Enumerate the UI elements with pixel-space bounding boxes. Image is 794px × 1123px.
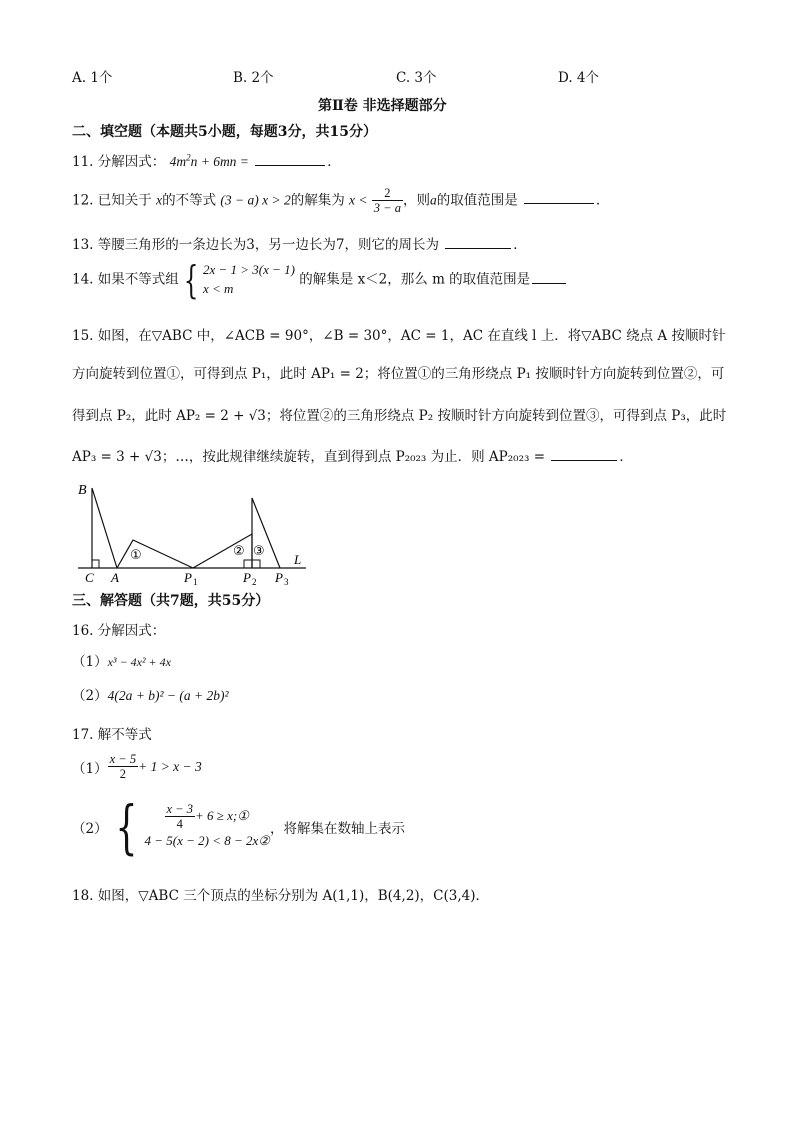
question-15-line4: AP₃ = 3 + √3；…，按此规律继续旋转，直到得到点 P₂₀₂₃ 为止．则 AP₂₀₂₃ = ．	[72, 449, 633, 465]
question-15-line2: 方向旋转到位置①，可得到点 P₁，此时 AP₁ = 2；将位置①的三角形绕点 P₁ 按顺时针方向旋转到位置②，可	[72, 366, 725, 382]
question-11: 11. 分解因式： $4m^2n + 6mn$ = ．	[72, 152, 341, 170]
question-13: 13. 等腰三角形的一条边长为3，另一边长为7，则它的周长为 ．	[72, 237, 527, 253]
answer-heading: 三、解答题（共7题，共55分）	[72, 593, 270, 609]
label-p2: P	[243, 570, 251, 585]
label-p1: P	[184, 570, 192, 585]
position-2-marker: ②	[233, 544, 245, 559]
label-a: A	[111, 570, 119, 585]
option-c: C. 3个	[396, 70, 437, 86]
fill-heading: 二、填空题（本题共5小题，每题3分，共15分）	[72, 124, 377, 140]
answer-blank[interactable]	[445, 236, 511, 249]
option-d: D. 4个	[558, 70, 600, 86]
label-l: L	[294, 552, 302, 567]
question-15-line3: 得到点 P₂，此时 AP₂ = 2 + √3；将位置②的三角形绕点 P₂ 按顺时针方向旋转到位置③，可得到点 P₃，此时	[72, 408, 727, 424]
question-17: 17. 解不等式	[72, 727, 152, 743]
question-15-line1: 15. 如图，在▽ABC 中，∠ACB = 90°，∠B = 30°，AC = 1，AC 在直线 l 上．将▽ABC 绕点 A 按顺时针	[72, 328, 726, 344]
label-c: C	[85, 570, 94, 585]
label-p2-sub: 2	[252, 577, 257, 587]
answer-blank[interactable]	[532, 271, 566, 284]
position-1-marker: ①	[130, 548, 142, 563]
position-3-marker: ③	[253, 544, 265, 559]
answer-blank[interactable]	[255, 153, 325, 166]
section-title: 第Ⅱ卷 非选择题部分	[318, 98, 447, 114]
question-14: 14. 如果不等式组 { 2x − 1 > 3(x − 1) x < m 的解集是 x＜2，那么 m 的取值范围是	[72, 261, 568, 299]
label-p1-sub: 1	[193, 577, 198, 587]
question-17-part1: （1） $\frac{x - 5}{2}$ + 1 > x − 3	[72, 752, 202, 782]
question-16-part1: （1）x³ − 4x² + 4x	[72, 654, 171, 670]
answer-blank[interactable]	[551, 448, 617, 461]
rotation-figure	[70, 478, 320, 588]
question-12: 12. 已知关于 x的不等式 (3 − a) x > 2的解集为 x < $\frac{2}{3 - a}$ ，则a的取值范围是 ．	[72, 186, 610, 216]
label-p3: P	[275, 570, 283, 585]
label-p3-sub: 3	[284, 577, 289, 587]
question-16: 16. 分解因式：	[72, 623, 166, 639]
option-b: B. 2个	[233, 70, 274, 86]
question-18: 18. 如图，▽ABC 三个顶点的坐标分别为 A(1,1)，B(4,2)，C(3,4)．	[72, 888, 490, 904]
option-a: A. 1个	[72, 70, 113, 86]
label-b: B	[78, 483, 87, 498]
question-17-part2: （2） { $\frac{x - 3}{4}$ + 6 ≥ x;① 4 − 5(x − 2) < 8 − 2x②，将解集在数轴上表示	[72, 793, 405, 861]
question-16-part2: （2）4(2a + b)² − (a + 2b)²	[72, 688, 229, 704]
answer-blank[interactable]	[524, 191, 594, 204]
